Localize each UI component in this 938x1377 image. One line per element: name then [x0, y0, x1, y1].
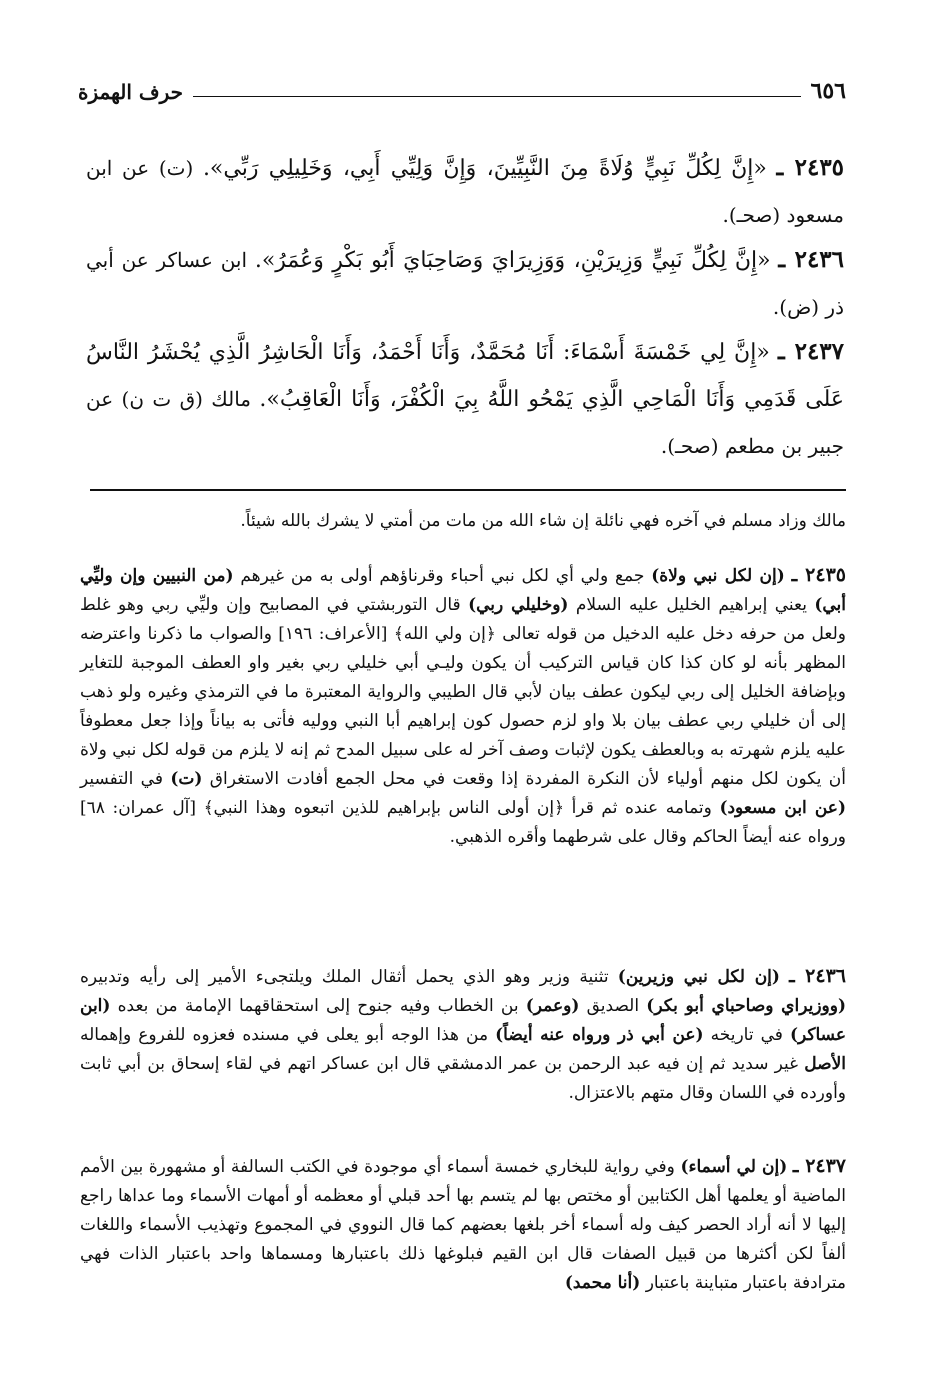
- hadith-2437: [86, 328, 844, 470]
- footnote-intro: مالك وزاد مسلم في آخره فهي نائلة إن شاء الله من مات من أمتي لا يشرك بالله شيئاً.: [240, 511, 846, 531]
- commentary-keyword: (وعمر): [525, 996, 580, 1016]
- commentary-segment: جمع ولي أي لكل نبي أحباء وقرناؤهم أولى به من غيرهم: [233, 566, 652, 586]
- commentary-segment: قال التوربشتي في المصابيح وإن وليِّي ربي وهو غلط ولعل من حرفه دخل عليه الدخيل من قوله تعالى ﴿إن ولي الله﴾ [الأعراف: ١٩٦] والصواب ما ذكرنا واعترضه المظهر بأنه لو كان كذا كان قياس التركيب أن يكون وليـي أبي خليلي ربي بغير واو العطف الموجبة للتغاير وبإضافة الخليل إلى ربي ليكون عطف بيان لأبي قال الطيبي والرواية المعتبرة ما في الترمذي وغيره ولو ذهب إلى أن خليلي ربي عطف بيان بلا واو لزم حصول كون إبراهيم أبا النبي ووليه فأتى به بياناً وإذا جعل معطوفاً عليه يلزم شهرته به وبالعطف يكون لإثبات وصف آخر له على سبيل المدح ثم إنه لا يلزم من قوله لكل نبي ولاة أن يكون لكل منهم أولياء لأن النكرة المفردة إذا وقعت في محل الجمع أفادت الاستغراق: [80, 595, 846, 789]
- hadith-number: ٢٤٣٧ ـ: [778, 338, 845, 365]
- hadith-text: «إِنَّ لِكُلِّ نَبِيٍّ وُلَاةً مِنَ النَّبِيِّينَ، وَإِنَّ وَلِيِّي أَبِي، وَخَلِيلِي رَبِّي».: [202, 156, 767, 181]
- commentary-keyword: (وخليلي ربي): [468, 595, 569, 615]
- commentary-keyword: (أنا محمد): [564, 1273, 641, 1293]
- hadith-number: ٢٤٣٥ ـ: [776, 154, 845, 181]
- hadith-2436: [86, 236, 844, 331]
- commentary-segment: وتمامه عنده ثم قرأ ﴿إن أولى الناس بإبراهيم للذين اتبعوه وهذا النبي﴾ [آل عمران: ٦٨] ورواه عنه أيضاً الحاكم وقال على شرطهما وأقره الذهبي.: [80, 798, 846, 847]
- commentary-2435: [80, 561, 846, 852]
- hadith-text: «إِنَّ لِي خَمْسَةَ أَسْمَاءَ: أَنَا مُحَمَّدٌ، وَأَنَا أَحْمَدُ، وَأَنَا الْحَاشِرُ الَّذِي يُحْشَرُ النَّاسُ عَلَى قَدَمِي وَأَنَا الْمَاحِي الَّذِي يَمْحُو اللَّهُ بِيَ الْكُفْرَ، وَأَنَا الْعَاقِبُ».: [86, 340, 845, 412]
- commentary-segment: في التفسير: [80, 769, 171, 789]
- commentary-keyword: (ووزيراي وصاحباي أبو بكر): [646, 996, 846, 1016]
- commentary-segment: يعني إبراهيم الخليل عليه السلام: [568, 595, 815, 615]
- commentary-text: [80, 967, 846, 1103]
- commentary-number: ٢٤٣٥ ـ: [791, 564, 846, 586]
- commentary-number: ٢٤٣٦ ـ: [789, 965, 846, 987]
- commentary-segment: غير سديد ثم إن فيه عبد الرحمن بن عمر الدمشقي قال ابن عساكر اتهم في لقاء إسحاق بن أبي ثابت وأورده في اللسان وقال متهم بالاعتزال.: [80, 1054, 846, 1103]
- hadith-source: مالك (ق ت ن) عن جبير بن مطعم (صحـ).: [86, 387, 844, 458]
- commentary-keyword: (عن أبي ذر ورواه عنه أيضاً): [495, 1025, 704, 1045]
- commentary-segment: وفي رواية للبخاري خمسة أسماء أي موجودة في الكتب السالفة أو مشهورة بين الأمم الماضية أو يعلمها أهل الكتابين أو مختص بها لم يتسم بها أحد قبلي أو معظمه أو أمهات الأسماء وما عداها راجع إليها لا أنه أراد الحصر كيف وله أسماء أخر بلغها بعضهم كما قال النووي في المجموع وتهذيب الأسماء واللغات ألفاً لكن أكثرها من قبيل الصفات قال ابن القيم فبلوغها ذلك باعتبارها ومسماها واحد باعتبار الذات فهي مترادفة باعتبار متباينة باعتبار: [80, 1157, 846, 1293]
- page-number: ٦٥٦: [810, 78, 846, 104]
- commentary-keyword: (إن لكل نبي وزيرين): [617, 967, 780, 987]
- commentary-keyword: (من النبيين وإن وليِّي أبي): [80, 566, 847, 615]
- header-rule: [193, 96, 801, 97]
- commentary-segment: الصديق: [579, 996, 647, 1016]
- commentary-keyword: الأصل: [804, 1054, 846, 1074]
- commentary-2437: [80, 1152, 846, 1298]
- commentary-keyword: (إن لي أسماء): [680, 1157, 788, 1177]
- commentary-2436: [80, 962, 846, 1108]
- commentary-number: ٢٤٣٧ ـ: [792, 1155, 847, 1177]
- commentary-segment: تثنية وزير وهو الذي يحمل أثقال الملك ويلتجىء الأمير إلى رأيه وتدبيره: [80, 967, 618, 987]
- hadith-2435: [86, 144, 844, 239]
- commentary-segment: بن الخطاب وفيه جنوح إلى استحقاقهما الإمامة من بعده: [110, 996, 526, 1016]
- commentary-text: [80, 566, 846, 847]
- commentary-keyword: (إن لكل نبي ولاة): [651, 566, 785, 586]
- page-header: [78, 74, 846, 104]
- commentary-keyword: (ابن عساكر): [80, 996, 846, 1045]
- commentary-keyword: (ت): [170, 769, 203, 789]
- commentary-segment: من هذا الوجه أبو يعلى في مسنده فعزوه للفروع وإهماله: [80, 1025, 496, 1045]
- commentary-text: [80, 1157, 846, 1293]
- hadith-text: «إِنَّ لِكُلِّ نَبِيٍّ وَزِيرَيْنِ، وَوَزِيرَايَ وَصَاحِبَايَ أَبُو بَكْرٍ وَعُمَرُ».: [254, 248, 771, 273]
- hadith-source: ابن عساكر عن أبي ذر (ض).: [86, 248, 844, 319]
- footnote-separator: [90, 489, 846, 491]
- commentary-keyword: (عن ابن مسعود): [719, 798, 846, 818]
- hadith-number: ٢٤٣٦ ـ: [778, 246, 845, 273]
- chapter-title: حرف الهمزة: [78, 80, 184, 104]
- commentary-segment: في تاريخه: [703, 1025, 790, 1045]
- hadith-source: (ت) عن ابن مسعود (صحـ).: [86, 156, 844, 227]
